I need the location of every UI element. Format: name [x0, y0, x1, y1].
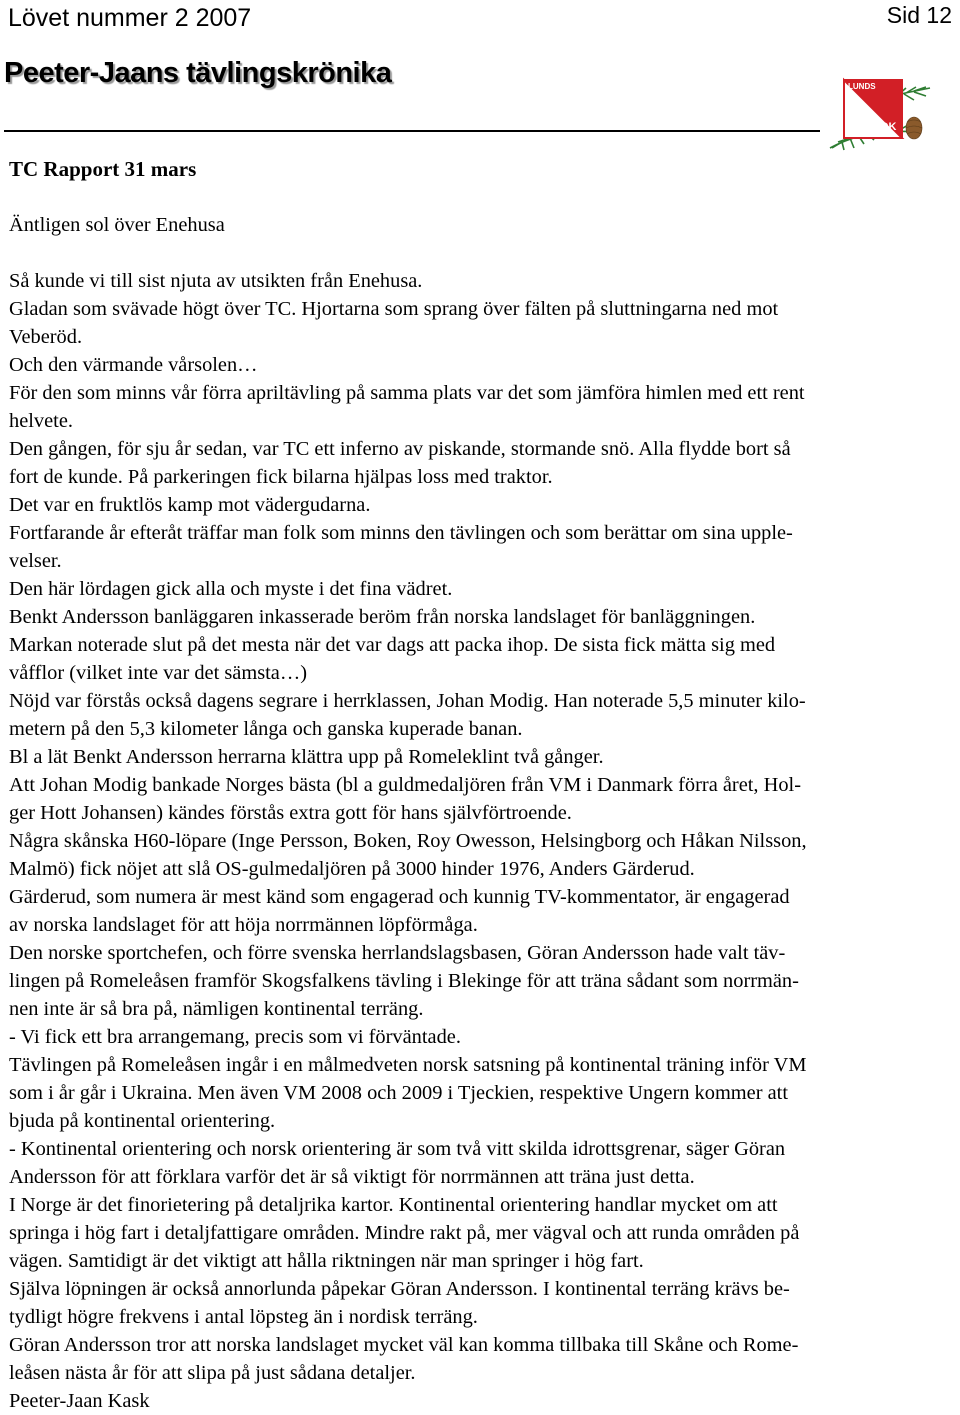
publication-header: Lövet nummer 2 2007 — [8, 4, 252, 32]
article-line: För den som minns vår förra apriltävling på samma plats var det som jämföra himlen med ett rent — [9, 382, 805, 404]
club-logo — [822, 70, 934, 154]
column-title: Peeter-Jaans tävlingskrönika — [4, 57, 392, 89]
article-line: Gladan som svävade högt över TC. Hjortarna som sprang över fälten på sluttningarna ned mot — [9, 298, 779, 320]
article-line: ger Hott Johansen) kändes förstås extra gott för hans självförtroende. — [9, 802, 572, 824]
article-line: Den norske sportchefen, och förre svenska herrlandslagsbasen, Göran Andersson hade valt täv- — [9, 942, 786, 964]
article-line: Veberöd. — [9, 326, 83, 348]
article-line: som i år går i Ukraina. Men även VM 2008 och 2009 i Tjeckien, respektive Ungern kommer att — [9, 1082, 788, 1104]
page-number: Sid 12 — [886, 2, 952, 28]
article-line: Malmö) fick nöjet att slå OS-gulmedaljören på 3000 hinder 1976, Anders Gärderud. — [9, 858, 695, 880]
article-line: tydligt högre frekvens i antal löpsteg än i nordisk terräng. — [9, 1306, 478, 1328]
article-line: leåsen nästa år för att slipa på just sådana detaljer. — [9, 1362, 416, 1384]
article-line: velser. — [9, 550, 62, 572]
article-line: springa i hög fart i detaljfattigare områden. Mindre rakt på, mer vägval och att runda områden på — [9, 1222, 800, 1244]
article-line: Benkt Andersson banläggaren inkasserade beröm från norska landslaget för banläggningen. — [9, 606, 756, 628]
article-line: Den här lördagen gick alla och myste i det fina vädret. — [9, 578, 453, 600]
header-divider — [4, 130, 820, 132]
article-line: Så kunde vi till sist njuta av utsikten från Enehusa. — [9, 270, 423, 292]
article-line: Och den värmande vårsolen… — [9, 354, 258, 376]
article-subheading: Äntligen sol över Enehusa — [9, 214, 225, 236]
article-line: Fortfarande år efteråt träffar man folk som minns den tävlingen och som berättar om sina upple- — [9, 522, 793, 544]
article-line: metern på den 5,3 kilometer långa och ganska kuperade banan. — [9, 718, 523, 740]
lunds-ok-logo-icon — [822, 70, 934, 154]
article-line: våfflor (vilket inte var det sämsta…) — [9, 662, 308, 684]
article-body — [9, 267, 941, 1415]
article-line: Gärderud, som numera är mest känd som engagerad och kunnig TV-kommentator, är engagerad — [9, 886, 790, 908]
article-line: Själva löpningen är också annorlunda påpekar Göran Andersson. I kontinental terräng krävs be- — [9, 1278, 790, 1300]
article-line: Några skånska H60-löpare (Inge Persson, Boken, Roy Owesson, Helsingborg och Håkan Nilsson, — [9, 830, 807, 852]
article-line: Markan noterade slut på det mesta när det var dags att packa ihop. De sista fick mätta sig med — [9, 634, 776, 656]
article-line: Nöjd var förstås också dagens segrare i herrklassen, Johan Modig. Han noterade 5,5 minuter kilo- — [9, 690, 806, 712]
article-line: Tävlingen på Romeleåsen ingår i en målmedveten norsk satsning på kontinental träning inför VM — [9, 1054, 807, 1076]
article-line: nen inte är så bra på, nämligen kontinental terräng. — [9, 998, 424, 1020]
article-line: fort de kunde. På parkeringen fick bilarna hjälpas loss med traktor. — [9, 466, 553, 488]
article-headline: TC Rapport 31 mars — [9, 157, 197, 181]
article-line: Det var en fruktlös kamp mot vädergudarna. — [9, 494, 371, 516]
article-line: - Kontinental orientering och norsk orientering är som två vitt skilda idrottsgrenar, säger Göran — [9, 1138, 786, 1160]
article-line: Göran Andersson tror att norska landslaget mycket väl kan komma tillbaka till Skåne och Rome- — [9, 1334, 799, 1356]
article-line: Andersson för att förklara varför det är så viktigt för norrmännen att träna just detta. — [9, 1166, 695, 1188]
article-line: Att Johan Modig bankade Norges bästa (bl a guldmedaljören från VM i Danmark förra året, Hol- — [9, 774, 801, 796]
article — [9, 155, 941, 1415]
article-line: vägen. Samtidigt är det viktigt att hålla riktningen när man springer i hög fart. — [9, 1250, 644, 1272]
article-line: helvete. — [9, 410, 73, 432]
article-line: lingen på Romeleåsen framför Skogsfalkens tävling i Blekinge för att träna sådant som norrmän- — [9, 970, 799, 992]
article-line: bjuda på kontinental orientering. — [9, 1110, 276, 1132]
article-line: Bl a lät Benkt Andersson herrarna klättra upp på Romeleklint två gånger. — [9, 746, 604, 768]
logo-text-top: LUNDS — [848, 82, 876, 91]
article-line: - Vi fick ett bra arrangemang, precis som vi förväntade. — [9, 1026, 461, 1048]
article-line: Den gången, för sju år sedan, var TC ett inferno av piskande, stormande snö. Alla flydde bort så — [9, 438, 791, 460]
article-line: Peeter-Jaan Kask — [9, 1390, 150, 1412]
article-line: av norska landslaget för att höja norrmännen löpförmåga. — [9, 914, 478, 936]
article-line: I Norge är det finorietering på detaljrika kartor. Kontinental orientering handlar mycket om att — [9, 1194, 778, 1216]
logo-text-bottom: OK — [880, 121, 897, 133]
